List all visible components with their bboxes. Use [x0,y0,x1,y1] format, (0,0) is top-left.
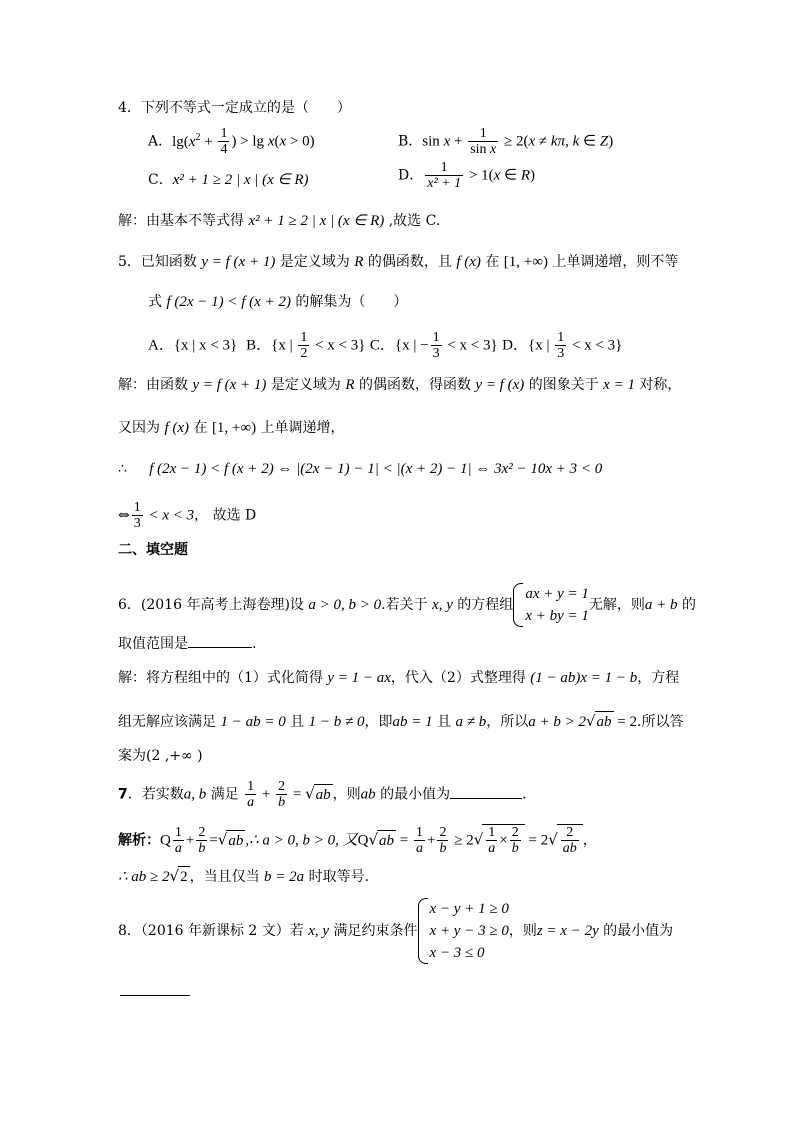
q7-stem: 7．若实数a, b 满足 $\frac{1}{a}$ + $\frac{2}{b}$ = √ab ，则ab 的最小值为 . [118,779,527,810]
q6-solution-line2: 组无解应该满足 1 − ab = 0 且 1 − b ≠ 0，即ab = 1 且 a ≠ b，所以a + b > 2√ab = 2.所以答 [118,712,684,730]
q4-solution: 解：由基本不等式得 x² + 1 ≥ 2 | x | (x ∈ R) ,故选 C. [118,213,441,229]
q4-option-a: A．$\lg(x^2$ + $\frac{1}{4}$ ) > lg x(x > 0) [148,126,315,157]
q5-solution-line3: ∴ f (2x − 1) < f (x + 2) ⇔ |(2x − 1) − 1| < |(x + 2) − 1| ⇔ 3x² − 10x + 3 < 0 [118,461,603,477]
q5-stem-line1: 5．已知函数 y = f (x + 1) 是定义域为 R 的偶函数，且 f (x) 在 [1, +∞) 上单调递增，则不等 [118,254,679,270]
q5-solution-line4: ⇔ $\frac{1}{3}$ < x < 3， 故选 D [118,500,257,531]
q7-solution-line2: ∴ ab ≥ 2√2 ，当且仅当 b = 2a 时取等号. [118,867,370,885]
q8-stem: 8．（2016 年新课标 2 文）若 x, y 满足约束条件 x − y + 1 ≥ 0 x + y − 3 ≥ 0 x − 3 ≤ 0 ，则z = x − 2y 的最小值为 [118,898,673,964]
q6-answer-blank[interactable] [188,647,252,648]
section-heading-fill-in: 二、填空题 [118,542,188,558]
q7-solution-line1: 解析：Q $\frac{1}{a}$ + $\frac{2}{b}$ =√ab ,∴ a > 0, b > 0, 又Q√ab = $\frac{1}{a}$ + $\frac{2}{b}$ ≥ 2√ $\frac{1}{a}$ × $\frac{2}{b}$ = 2√ $\frac{2}{ab}$ ， [118,825,597,856]
q6-stem-line1: 6．(2016 年高考上海卷理)设 a > 0, b > 0.若关于 x, y 的方程组 ax + y = 1 x + by = 1 无解，则a + b 的 [118,583,696,627]
q5-stem-line2: 式 f (2x − 1) < f (x + 2) 的解集为（ ） [148,294,408,310]
q5-solution-line2: 又因为 f (x) 在 [1, +∞) 上单调递增， [118,420,345,436]
q6-solution-line1: 解：将方程组中的（1）式化简得 y = 1 − ax，代入（2）式整理得 (1 − ab)x = 1 − b，方程 [118,670,680,686]
q6-stem-line2: 取值范围是 . [118,636,257,652]
q8-answer-blank[interactable] [120,979,190,996]
q4-stem: 4．下列不等式一定成立的是（ ） [118,100,351,116]
q4-option-c: C．x² + 1 ≥ 2 | x | (x ∈ R) [148,172,309,188]
q4-option-d: D． $\frac{1}{\text{x² + 1}}$ > 1(x ∈ R) [398,160,535,191]
q5-solution-line1: 解：由函数 y = f (x + 1) 是定义域为 R 的偶函数，得函数 y = f (x) 的图象关于 x = 1 对称， [118,377,682,393]
q6-solution-line3: 案为(2 ,+∞ ) [118,748,203,764]
q5-options: A．{x | x < 3} B．{x | $\frac{1}{2}$ < x < 3} C．{x | − $\frac{1}{3}$ < x < 3} D．{x | $\frac{1}{3}$ < x < 3} [148,330,623,361]
q4-option-b: B．sin x + $\frac{1}{\text{sin x}}$ ≥ 2(x ≠ kπ, k ∈ Z) [398,126,614,157]
q7-answer-blank[interactable] [450,798,522,799]
